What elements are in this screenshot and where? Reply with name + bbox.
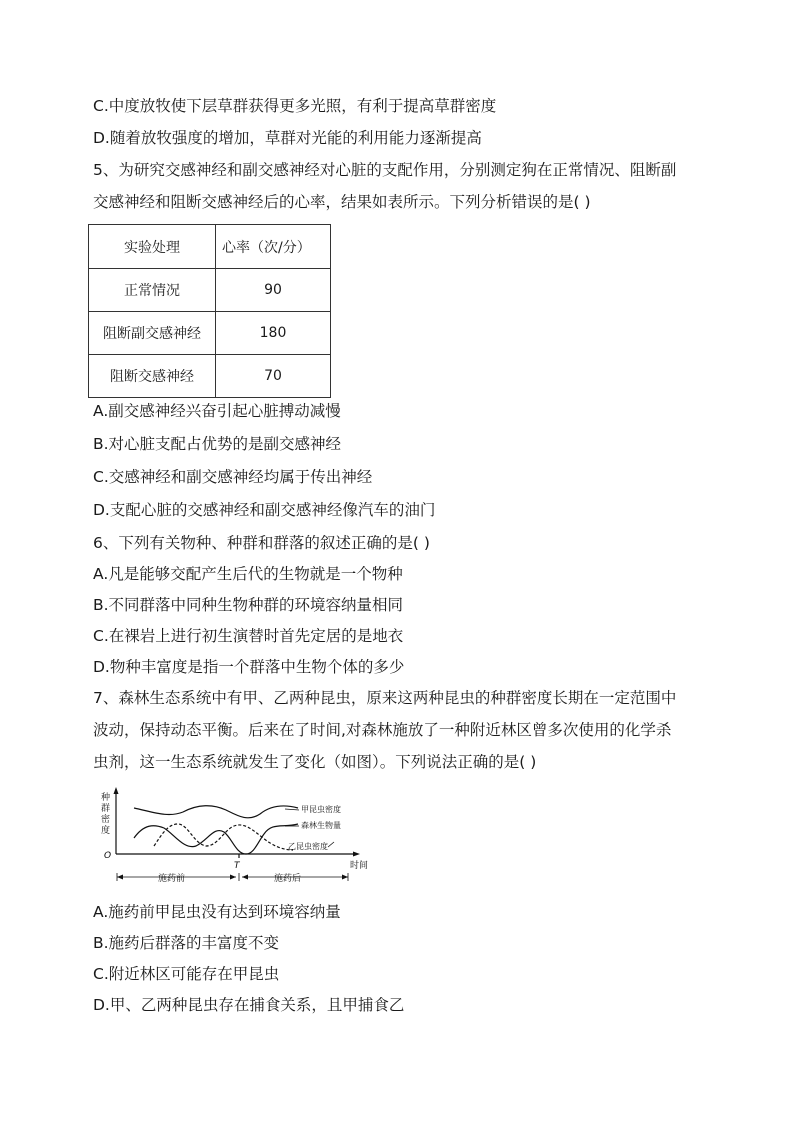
table-row: [89, 355, 331, 398]
legend-jia: 甲昆虫密度: [301, 805, 341, 814]
legend-forest: 森林生物量: [301, 821, 341, 830]
q7-stem-3: 虫剂，这一生态系统就发生了变化（如图）。下列说法正确的是( ): [93, 753, 537, 771]
legend-pointer-yi: [328, 842, 334, 847]
y-axis-arrow: [114, 787, 119, 794]
before-label: 施药前: [158, 874, 186, 884]
legend-pointer-jia: [285, 809, 299, 810]
arrow-head: [230, 875, 236, 880]
jia-density-curve: [134, 806, 298, 818]
q6-option-d: D.物种丰富度是指一个群落中生物个体的多少: [93, 658, 405, 676]
q7-option-b: B.施药后群落的丰富度不变: [93, 934, 280, 952]
arrow-head: [342, 875, 348, 880]
table-cell: 阻断副交感神经: [89, 312, 216, 355]
q7-option-c: C.附近林区可能存在甲昆虫: [93, 965, 280, 983]
table-cell: 70: [216, 355, 331, 398]
q4-option-d: D.随着放牧强度的增加，草群对光能的利用能力逐渐提高: [93, 129, 482, 147]
q5-option-a: A.副交感神经兴奋引起心脏搏动减慢: [93, 402, 341, 420]
q7-stem-2: 波动，保持动态平衡。后来在了时间,对森林施放了一种附近林区曾多次使用的化学杀: [93, 721, 672, 739]
heart-rate-table: [88, 224, 331, 398]
q5-option-d: D.支配心脏的交感神经和副交感神经像汽车的油门: [93, 501, 436, 519]
legend-yi: 乙昆虫密度: [288, 842, 328, 851]
table-header-cell: 心率（次/分）: [216, 225, 331, 269]
q5-option-c: C.交感神经和副交感神经均属于传出神经: [93, 468, 373, 486]
q7-option-d: D.甲、乙两种昆虫存在捕食关系，且甲捕食乙: [93, 996, 405, 1014]
q7-stem-1: 7、森林生态系统中有甲、乙两种昆虫，原来这两种昆虫的种群密度长期在一定范围中: [93, 689, 677, 707]
table-header-cell: 实验处理: [89, 225, 216, 269]
q6-stem: 6、下列有关物种、种群和群落的叙述正确的是( ): [93, 534, 430, 552]
forest-biomass-curve: [134, 824, 298, 854]
x-axis-label: 时间: [350, 861, 369, 871]
table-cell: 180: [216, 312, 331, 355]
table-row: [89, 312, 331, 355]
insect-density-figure: [98, 784, 378, 889]
table-cell: 正常情况: [89, 269, 216, 312]
y-label-char: 群: [101, 804, 111, 814]
q5-stem-1: 5、为研究交感神经和副交感神经对心脏的支配作用，分别测定狗在正常情况、阻断副: [93, 161, 677, 179]
q6-option-a: A.凡是能够交配产生后代的生物就是一个物种: [93, 565, 403, 583]
table-header-row: [89, 225, 331, 269]
table-cell: 90: [216, 269, 331, 312]
table-row: [89, 269, 331, 312]
after-label: 施药后: [274, 874, 302, 884]
y-label-char: 种: [101, 793, 111, 803]
table-cell: 阻断交感神经: [89, 355, 216, 398]
arrow-head: [242, 875, 248, 880]
x-axis-arrow: [353, 852, 360, 857]
q5-stem-2: 交感神经和阻断交感神经后的心率，结果如表所示。下列分析错误的是( ): [93, 193, 591, 211]
arrow-head: [117, 875, 123, 880]
q6-option-b: B.不同群落中同种生物种群的环境容纳量相同: [93, 596, 404, 614]
q5-option-b: B.对心脏支配占优势的是副交感神经: [93, 435, 342, 453]
t-label: T: [234, 861, 240, 871]
origin-label: O: [104, 851, 112, 861]
y-label-char: 度: [101, 826, 111, 836]
q7-option-a: A.施药前甲昆虫没有达到环境容纳量: [93, 903, 341, 921]
q4-option-c: C.中度放牧使下层草群获得更多光照，有利于提高草群密度: [93, 97, 497, 115]
y-label-char: 密: [101, 815, 111, 825]
q6-option-c: C.在裸岩上进行初生演替时首先定居的是地衣: [93, 627, 404, 645]
